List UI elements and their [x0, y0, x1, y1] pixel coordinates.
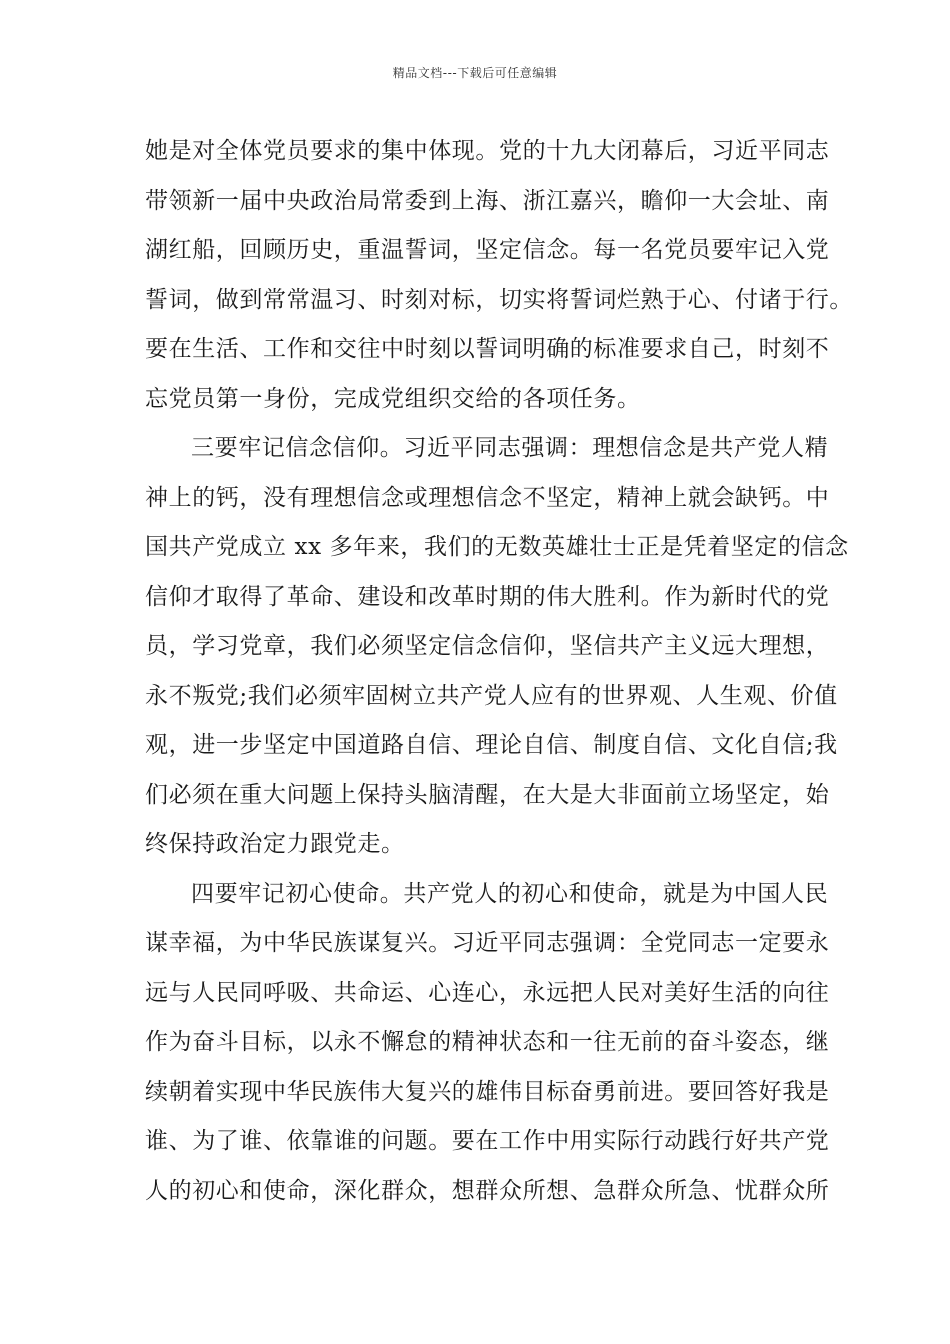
text-line: 续朝着实现中华民族伟大复兴的雄伟目标奋勇前进。要回答好我是 — [145, 1078, 830, 1105]
text-line: 远与人民同呼吸、共命运、心连心，永远把人民对美好生活的向往 — [145, 979, 830, 1006]
text-line: 终保持政治定力跟党走。 — [145, 831, 405, 857]
text-line: 们必须在重大问题上保持头脑清醒，在大是大非面前立场坚定，始 — [145, 781, 830, 808]
text-line: 员，学习党章，我们必须坚定信念信仰，坚信共产主义远大理想， — [145, 633, 830, 659]
text-line: 国共产党成立 xx 多年来，我们的无数英雄壮士正是凭着坚定的信念 — [145, 534, 849, 560]
text-line: 要在生活、工作和交往中时刻以誓词明确的标准要求自己，时刻不 — [145, 336, 830, 362]
text-line: 作为奋斗目标，以永不懈怠的精神状态和一往无前的奋斗姿态，继 — [145, 1029, 830, 1055]
text-line: 信仰才取得了革命、建设和改革时期的伟大胜利。作为新时代的党 — [145, 583, 830, 610]
text-line: 忘党员第一身份，完成党组织交给的各项任务。 — [145, 385, 641, 412]
text-line: 四要牢记初心使命。共产党人的初心和使命，就是为中国人民 — [191, 880, 829, 907]
text-line: 三要牢记信念信仰。习近平同志强调：理想信念是共产党人精 — [191, 435, 829, 461]
document-body — [145, 133, 853, 1222]
text-line: 谁、为了谁、依靠谁的问题。要在工作中用实际行动践行好共产党 — [145, 1128, 830, 1154]
text-line: 人的初心和使命，深化群众，想群众所想、急群众所急、忧群众所 — [145, 1177, 830, 1204]
text-line: 誓词，做到常常温习、时刻对标，切实将誓词烂熟于心、付诸于行。 — [145, 286, 853, 313]
text-line: 观，进一步坚定中国道路自信、理论自信、制度自信、文化自信;我 — [145, 732, 838, 758]
text-line: 神上的钙，没有理想信念或理想信念不坚定，精神上就会缺钙。中 — [145, 484, 830, 511]
text-line: 她是对全体党员要求的集中体现。党的十九大闭幕后，习近平同志 — [145, 138, 830, 164]
text-line: 湖红船，回顾历史，重温誓词，坚定信念。每一名党员要牢记入党 — [145, 237, 830, 263]
text-line: 谋幸福，为中华民族谋复兴。习近平同志强调：全党同志一定要永 — [145, 930, 830, 956]
page-header: 精品文档---下载后可任意编辑 — [392, 66, 558, 80]
text-line: 永不叛党;我们必须牢固树立共产党人应有的世界观、人生观、价值 — [145, 682, 838, 709]
text-line: 带领新一届中央政治局常委到上海、浙江嘉兴，瞻仰一大会址、南 — [145, 187, 830, 214]
